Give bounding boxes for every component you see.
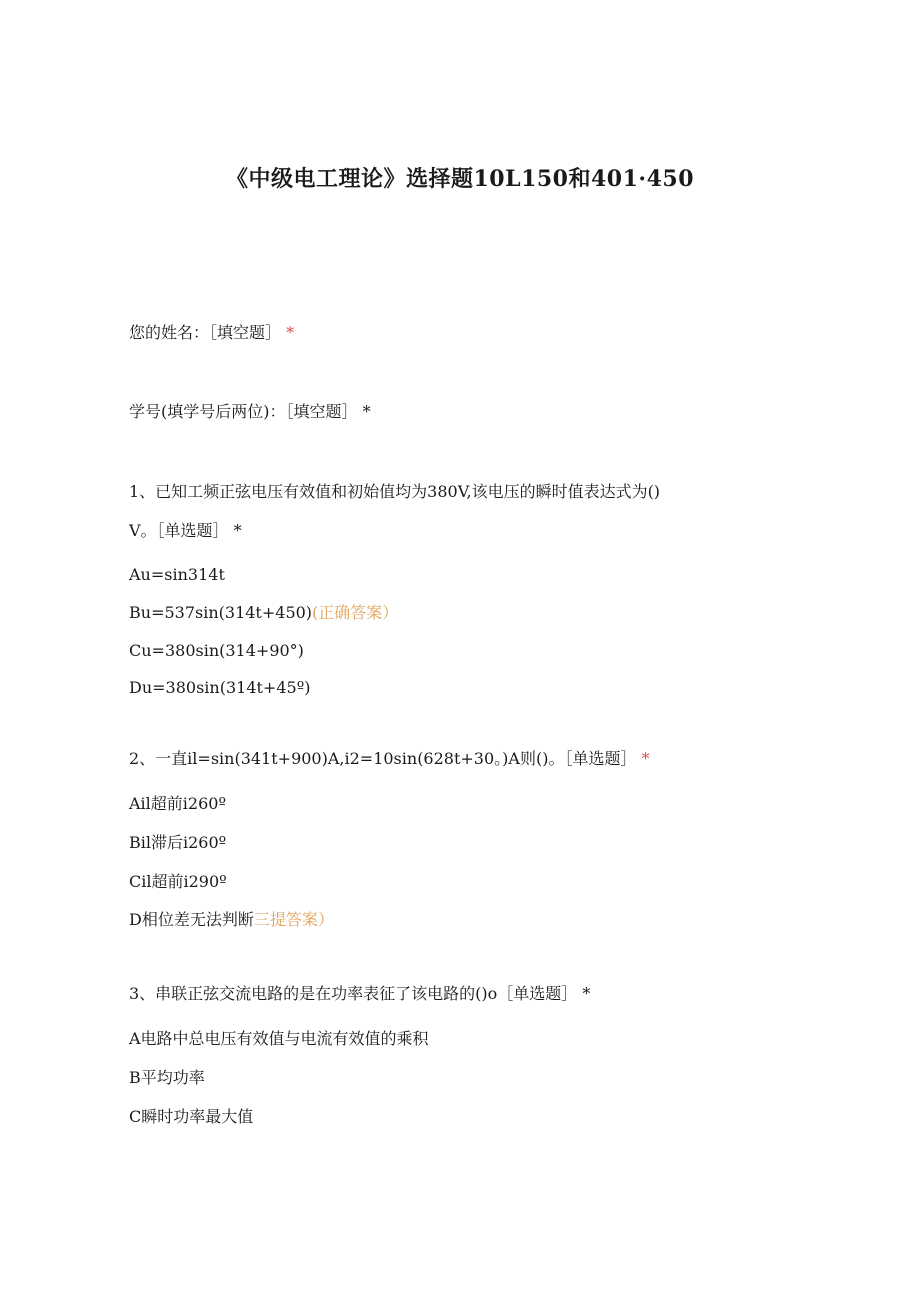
option-text: Du=380sin(314t+45º) xyxy=(129,678,311,697)
required-star: * xyxy=(286,323,295,342)
required-star: * xyxy=(362,402,371,421)
student-id-field-prompt xyxy=(129,401,371,423)
question-3-body: 3、串联正弦交流电路的是在功率表征了该电路的()o［单选题］ xyxy=(129,984,578,1003)
question-2-option-a[interactable] xyxy=(129,793,226,815)
option-text: Cil超前i290º xyxy=(129,872,227,891)
question-2-option-b[interactable] xyxy=(129,832,226,854)
document-title: 《中级电工理论》选择题10L150和401·450 xyxy=(225,166,694,192)
question-3-option-c[interactable] xyxy=(129,1106,253,1128)
option-text: Cu=380sin(314+90°) xyxy=(129,641,304,660)
option-text: Bu=537sin(314t+450) xyxy=(129,603,313,622)
question-1-text: 1、已知工频正弦电压有效值和初始值均为380V,该电压的瞬时值表达式为() xyxy=(129,482,661,501)
question-1-option-c[interactable] xyxy=(129,640,304,662)
option-text: D相位差无法判断 xyxy=(129,910,254,929)
question-2-option-d[interactable] xyxy=(129,909,334,931)
option-text: Au=sin314t xyxy=(129,565,225,584)
question-3-option-a[interactable] xyxy=(129,1028,429,1050)
question-3-option-b[interactable] xyxy=(129,1067,205,1089)
question-2-text xyxy=(129,748,650,770)
question-1-option-a[interactable] xyxy=(129,564,225,586)
question-1-text-continued xyxy=(129,520,242,542)
question-1-option-d[interactable] xyxy=(129,677,310,699)
required-star: * xyxy=(233,521,242,540)
question-3-text xyxy=(129,983,590,1005)
name-field-label: 您的姓名：［填空题］ xyxy=(129,323,282,342)
name-field-prompt xyxy=(129,322,294,344)
question-2-body: 2、一直il=sin(341t+900)A,i2=10sin(628t+30。)A则()。［单选题］ xyxy=(129,749,637,768)
question-1-type: V。［单选题］ xyxy=(129,521,229,540)
option-text: Bil滞后i260º xyxy=(129,833,227,852)
student-id-field-label: 学号(填学号后两位)：［填空题］ xyxy=(129,402,358,421)
option-text: C瞬时功率最大值 xyxy=(129,1107,254,1126)
required-star: * xyxy=(641,749,650,768)
option-text: Ail超前i260º xyxy=(129,794,226,813)
option-text: B平均功率 xyxy=(129,1068,205,1087)
option-text: A电路中总电压有效值与电流有效值的乘积 xyxy=(129,1029,429,1048)
question-1-option-b[interactable] xyxy=(129,602,398,624)
correct-answer-tag: 三提答案） xyxy=(253,910,334,929)
correct-answer-tag: (正确答案） xyxy=(312,603,399,622)
required-star: * xyxy=(582,984,591,1003)
question-2-option-c[interactable] xyxy=(129,871,227,893)
